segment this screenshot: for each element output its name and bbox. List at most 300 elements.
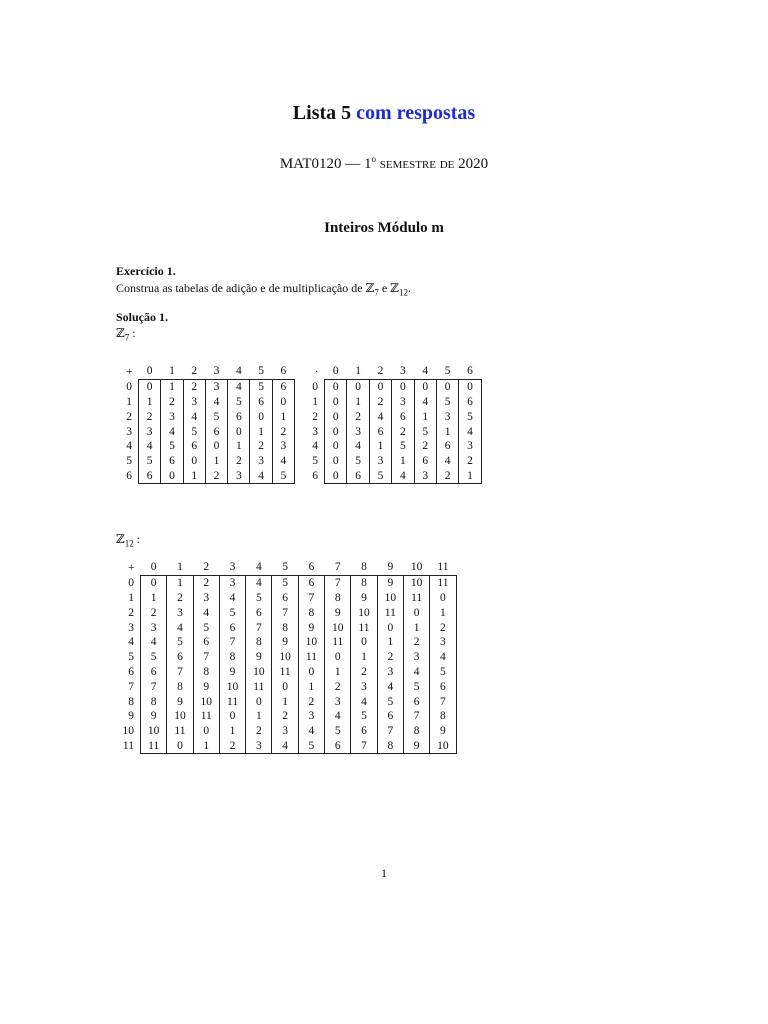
row-header: 2	[128, 606, 134, 619]
table-cell: 3	[430, 635, 456, 650]
table-cell: 9	[167, 694, 193, 709]
table-cell: 6	[183, 439, 205, 454]
table-cell: 2	[325, 679, 351, 694]
row-header: 4	[126, 440, 132, 453]
table-cell: 10	[193, 694, 219, 709]
table-cell: 2	[377, 650, 403, 665]
table-cell: 0	[369, 379, 391, 394]
table-cell: 6	[347, 469, 369, 484]
column-header: 1	[355, 365, 361, 378]
exercise-heading: Exercício 1.	[116, 264, 176, 278]
table-cell: 9	[430, 724, 456, 739]
row-header: 3	[126, 425, 132, 438]
row-header: 7	[128, 680, 134, 693]
table-cell: 3	[141, 620, 167, 635]
row-header: 5	[128, 651, 134, 664]
table-cell: 7	[219, 635, 245, 650]
table-cell: 3	[161, 409, 183, 424]
table-cell: 3	[325, 694, 351, 709]
table-cell: 8	[219, 650, 245, 665]
table-cell: 1	[377, 635, 403, 650]
table-cell: 0	[414, 379, 436, 394]
table-cell: 2	[351, 665, 377, 680]
table-cell: 1	[369, 439, 391, 454]
table-cell: 0	[392, 379, 414, 394]
table-cell: 0	[377, 620, 403, 635]
operator-symbol: +	[126, 365, 133, 378]
column-header: 4	[422, 365, 429, 378]
table-cell: 9	[351, 591, 377, 606]
table-cell: 5	[298, 739, 324, 754]
table-cell: 3	[459, 439, 481, 454]
table-cell: 0	[272, 395, 294, 410]
column-header: 6	[308, 561, 315, 574]
table-row	[118, 469, 295, 484]
table-cell: 4	[436, 454, 458, 469]
table-cell: 2	[250, 439, 272, 454]
table-cell: 3	[436, 409, 458, 424]
table-cell: 9	[377, 575, 403, 590]
table-cell: 7	[325, 575, 351, 590]
table-cell: 7	[167, 665, 193, 680]
table-cell: 3	[377, 665, 403, 680]
table-cell: 11	[141, 739, 167, 754]
row-header: 6	[312, 470, 318, 483]
table-cell: 1	[347, 395, 369, 410]
table-cell: 10	[403, 575, 429, 590]
table-cell: 1	[392, 454, 414, 469]
table-cell: 1	[183, 469, 205, 484]
table-cell: 5	[369, 469, 391, 484]
table-cell: 6	[351, 724, 377, 739]
z7-colon: :	[129, 326, 136, 340]
table-row	[310, 439, 481, 454]
table-cell: 3	[228, 469, 250, 484]
table-cell: 11	[403, 591, 429, 606]
table-cell: 6	[167, 650, 193, 665]
z12-colon: :	[133, 532, 141, 546]
row-header: 10	[122, 725, 134, 738]
table-cell: 6	[392, 409, 414, 424]
table-cell: 5	[272, 575, 298, 590]
table-cell: 4	[392, 469, 414, 484]
table-cell: 3	[272, 724, 298, 739]
table-cell: 5	[183, 424, 205, 439]
table-cell: 3	[272, 439, 294, 454]
table-cell: 10	[141, 724, 167, 739]
table-cell: 4	[141, 635, 167, 650]
table-row	[118, 424, 295, 439]
table-cell: 1	[272, 694, 298, 709]
table-cell: 7	[351, 739, 377, 754]
row-header: 9	[128, 710, 134, 723]
table-cell: 4	[347, 439, 369, 454]
table-row	[118, 694, 456, 709]
table-cell: 3	[183, 395, 205, 410]
title-main: Lista 5	[292, 102, 352, 124]
table-cell: 7	[298, 591, 324, 606]
table-cell: 4	[459, 424, 481, 439]
table-cell: 5	[139, 454, 161, 469]
table-cell: 5	[228, 395, 250, 410]
table-cell: 3	[205, 379, 227, 394]
solution-heading: Solução 1.	[116, 310, 169, 324]
row-header: 1	[312, 395, 318, 408]
table-cell: 1	[351, 650, 377, 665]
table-cell: 2	[246, 724, 272, 739]
table-cell: 2	[272, 709, 298, 724]
subtitle-year: 2020	[458, 156, 489, 172]
column-header: 5	[282, 561, 288, 574]
table-cell: 6	[369, 424, 391, 439]
table-cell: 5	[161, 439, 183, 454]
table-cell: 7	[430, 694, 456, 709]
table-cell: 3	[246, 739, 272, 754]
row-header: 0	[128, 576, 134, 589]
table-cell: 3	[351, 679, 377, 694]
table-cell: 0	[161, 469, 183, 484]
table-cell: 3	[403, 650, 429, 665]
table-cell: 11	[167, 724, 193, 739]
table-cell: 0	[141, 575, 167, 590]
table-cell: 10	[351, 605, 377, 620]
table-row	[118, 575, 456, 590]
table-cell: 8	[377, 739, 403, 754]
table-cell: 0	[325, 650, 351, 665]
table-cell: 2	[272, 424, 294, 439]
table-cell: 6	[141, 665, 167, 680]
table-cell: 2	[430, 620, 456, 635]
table-cell: 1	[325, 665, 351, 680]
table-cell: 4	[298, 724, 324, 739]
table-cell: 6	[139, 469, 161, 484]
table-row	[118, 665, 456, 680]
table-cell: 0	[347, 379, 369, 394]
table-cell: 6	[250, 395, 272, 410]
table-header-row	[118, 364, 295, 379]
column-header: 0	[146, 365, 153, 378]
table-header-row	[310, 364, 481, 379]
exercise-text-a: Construa as tabelas de adição e de multiplicação de	[116, 281, 366, 295]
z-sub-12: 12	[398, 287, 408, 298]
table-cell: 0	[228, 424, 250, 439]
table-cell: 4	[377, 679, 403, 694]
table-row	[310, 424, 481, 439]
table-cell: 2	[183, 379, 205, 394]
section-title: Inteiros Módulo m	[324, 220, 444, 236]
column-header: 7	[334, 561, 341, 574]
table-cell: 10	[430, 739, 456, 754]
table-cell: 4	[351, 694, 377, 709]
table-cell: 2	[347, 409, 369, 424]
table-row	[118, 439, 295, 454]
table-cell: 10	[325, 620, 351, 635]
table-cell: 4	[414, 395, 436, 410]
row-header: 6	[126, 470, 132, 483]
table-cell: 4	[250, 469, 272, 484]
table-header-row	[118, 560, 456, 575]
table-cell: 8	[193, 665, 219, 680]
table-cell: 4	[167, 620, 193, 635]
column-header: 1	[177, 561, 183, 574]
table-cell: 0	[219, 709, 245, 724]
table-cell: 11	[351, 620, 377, 635]
z-sub-7: 7	[374, 287, 379, 298]
exercise-text-end: .	[407, 281, 411, 295]
table-cell: 5	[219, 605, 245, 620]
table-cell: 7	[246, 620, 272, 635]
table-cell: 2	[141, 605, 167, 620]
row-header: 6	[128, 665, 134, 678]
table-cell: 11	[298, 650, 324, 665]
table-cell: 9	[193, 679, 219, 694]
table-cell: 2	[205, 469, 227, 484]
table-cell: 9	[246, 650, 272, 665]
table-cell: 0	[325, 469, 347, 484]
table-cell: 1	[403, 620, 429, 635]
table-row	[118, 409, 295, 424]
column-header: 9	[387, 561, 394, 574]
table-row	[118, 709, 456, 724]
table-cell: 5	[325, 724, 351, 739]
table-row	[310, 395, 481, 410]
table-cell: 9	[141, 709, 167, 724]
table-cell: 8	[351, 575, 377, 590]
table-cell: 5	[141, 650, 167, 665]
table-cell: 5	[347, 454, 369, 469]
table-cell: 2	[369, 395, 391, 410]
row-header: 0	[126, 380, 132, 393]
row-header: 11	[122, 740, 134, 753]
table-cell: 5	[167, 635, 193, 650]
table-cell: 8	[325, 591, 351, 606]
column-header: 2	[191, 365, 198, 378]
column-header: 2	[377, 365, 384, 378]
table-row	[118, 724, 456, 739]
column-header: 0	[332, 365, 339, 378]
table-cell: 5	[403, 679, 429, 694]
table-cell: 2	[167, 591, 193, 606]
table-cell: 5	[459, 409, 481, 424]
table-cell: 8	[246, 635, 272, 650]
row-header: 2	[312, 410, 318, 423]
table-cell: 1	[219, 724, 245, 739]
table-cell: 5	[392, 439, 414, 454]
table-cell: 5	[351, 709, 377, 724]
column-header: 3	[399, 365, 406, 378]
table-cell: 3	[139, 424, 161, 439]
table-cell: 6	[272, 379, 294, 394]
table-cell: 11	[272, 665, 298, 680]
table-cell: 6	[414, 454, 436, 469]
table-cell: 1	[459, 469, 481, 484]
table-cell: 3	[414, 469, 436, 484]
table-cell: 1	[141, 591, 167, 606]
table-cell: 2	[459, 454, 481, 469]
table-cell: 6	[459, 395, 481, 410]
table-cell: 3	[369, 454, 391, 469]
exercise-text	[116, 281, 411, 297]
subtitle-prefix: MAT0120 — 1	[279, 156, 372, 172]
table-cell: 6	[228, 409, 250, 424]
column-header: 6	[280, 365, 287, 378]
z-symbol: ℤ	[116, 326, 125, 340]
z7-label	[116, 326, 136, 342]
table-cell: 6	[205, 424, 227, 439]
row-header: 3	[128, 621, 134, 634]
table-cell: 4	[403, 665, 429, 680]
table-cell: 2	[298, 694, 324, 709]
table-cell: 3	[193, 591, 219, 606]
z7-multiplication-table	[310, 364, 482, 484]
table-cell: 2	[219, 739, 245, 754]
table-cell: 10	[219, 679, 245, 694]
table-cell: 4	[430, 650, 456, 665]
table-cell: 5	[246, 591, 272, 606]
table-cell: 6	[377, 709, 403, 724]
table-cell: 9	[272, 635, 298, 650]
table-cell: 3	[347, 424, 369, 439]
table-cell: 8	[272, 620, 298, 635]
table-row	[310, 454, 481, 469]
table-cell: 2	[414, 439, 436, 454]
z-symbol: ℤ	[390, 281, 399, 295]
table-cell: 0	[325, 379, 347, 394]
table-cell: 1	[228, 439, 250, 454]
table-row	[310, 409, 481, 424]
table-cell: 9	[298, 620, 324, 635]
table-row	[118, 395, 295, 410]
table-row	[118, 739, 456, 754]
table-cell: 8	[141, 694, 167, 709]
z-symbol: ℤ	[116, 532, 125, 546]
table-cell: 0	[139, 379, 161, 394]
table-cell: 6	[430, 679, 456, 694]
table-cell: 0	[250, 409, 272, 424]
table-cell: 6	[298, 575, 324, 590]
table-cell: 4	[183, 409, 205, 424]
table-cell: 0	[459, 379, 481, 394]
table-cell: 5	[414, 424, 436, 439]
table-cell: 3	[219, 575, 245, 590]
table-cell: 7	[377, 724, 403, 739]
table-cell: 0	[325, 424, 347, 439]
table-cell: 3	[298, 709, 324, 724]
table-cell: 11	[377, 605, 403, 620]
table-cell: 11	[219, 694, 245, 709]
table-cell: 9	[219, 665, 245, 680]
table-cell: 0	[193, 724, 219, 739]
table-cell: 11	[246, 679, 272, 694]
table-cell: 0	[205, 439, 227, 454]
table-row	[118, 605, 456, 620]
exercise-text-and: e	[378, 281, 391, 295]
table-cell: 4	[246, 575, 272, 590]
table-cell: 5	[272, 469, 294, 484]
table-cell: 9	[325, 605, 351, 620]
table-cell: 1	[414, 409, 436, 424]
row-header: 3	[312, 425, 318, 438]
table-cell: 5	[430, 665, 456, 680]
column-header: 4	[235, 365, 242, 378]
table-cell: 10	[246, 665, 272, 680]
table-cell: 7	[272, 605, 298, 620]
table-cell: 4	[272, 739, 298, 754]
table-cell: 3	[167, 605, 193, 620]
table-row	[118, 679, 456, 694]
table-cell: 0	[246, 694, 272, 709]
table-cell: 2	[403, 635, 429, 650]
table-cell: 5	[377, 694, 403, 709]
table-cell: 6	[161, 454, 183, 469]
table-cell: 1	[205, 454, 227, 469]
row-header: 1	[126, 395, 132, 408]
table-cell: 0	[436, 379, 458, 394]
table-cell: 0	[403, 605, 429, 620]
column-header: 0	[150, 561, 157, 574]
table-row	[310, 379, 481, 394]
table-cell: 4	[219, 591, 245, 606]
operator-symbol: ·	[314, 365, 319, 378]
row-header: 5	[126, 455, 132, 468]
table-cell: 9	[403, 739, 429, 754]
table-cell: 8	[167, 679, 193, 694]
table-cell: 0	[430, 591, 456, 606]
table-cell: 6	[272, 591, 298, 606]
table-cell: 0	[167, 739, 193, 754]
table-cell: 6	[193, 635, 219, 650]
table-cell: 4	[193, 605, 219, 620]
table-cell: 4	[325, 709, 351, 724]
row-header: 4	[312, 440, 318, 453]
table-cell: 11	[430, 575, 456, 590]
title-highlight: com respostas	[356, 102, 476, 124]
table-row	[118, 650, 456, 665]
column-header: 4	[255, 561, 262, 574]
column-header: 3	[229, 561, 236, 574]
table-cell: 1	[167, 575, 193, 590]
z-symbol: ℤ	[365, 281, 375, 295]
table-cell: 0	[183, 454, 205, 469]
table-cell: 1	[436, 424, 458, 439]
table-cell: 4	[272, 454, 294, 469]
row-header: 2	[126, 410, 132, 423]
table-row	[118, 620, 456, 635]
table-row	[118, 379, 295, 394]
page-number: 1	[381, 866, 387, 880]
table-row	[118, 454, 295, 469]
column-header: 5	[258, 365, 264, 378]
table-cell: 8	[298, 605, 324, 620]
table-cell: 7	[403, 709, 429, 724]
table-cell: 4	[139, 439, 161, 454]
table-cell: 4	[205, 395, 227, 410]
table-cell: 5	[193, 620, 219, 635]
table-cell: 1	[430, 605, 456, 620]
row-header: 0	[312, 380, 318, 393]
table-cell: 11	[325, 635, 351, 650]
table-row	[118, 591, 456, 606]
table-cell: 2	[392, 424, 414, 439]
column-header: 1	[169, 365, 175, 378]
row-header: 4	[128, 636, 134, 649]
table-cell: 0	[325, 454, 347, 469]
column-header: 5	[444, 365, 451, 378]
z12-addition-table	[118, 560, 457, 754]
table-cell: 3	[392, 395, 414, 410]
operator-symbol: +	[128, 561, 135, 574]
table-cell: 10	[377, 591, 403, 606]
